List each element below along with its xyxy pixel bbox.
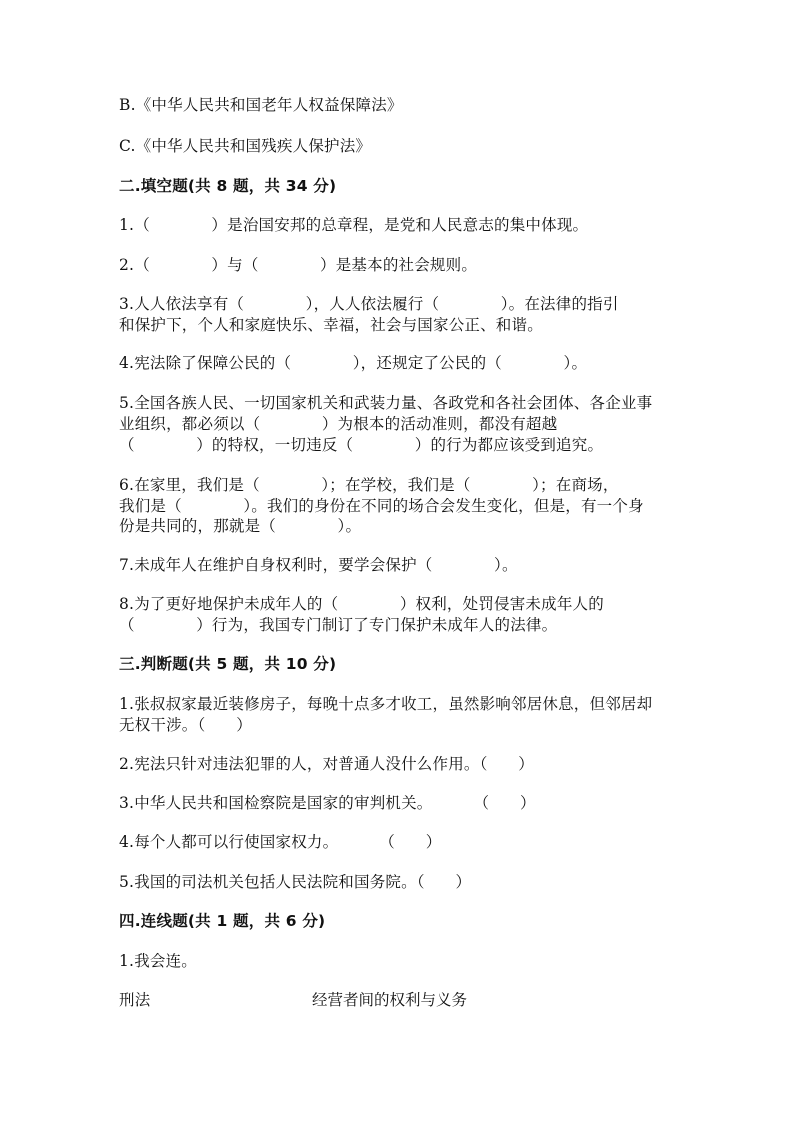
option-b: B.《中华人民共和国老年人权益保障法》 (119, 96, 403, 114)
fill-question-5-line-2: 业组织，都必须以（ ）为根本的活动准则，都没有超越 (119, 415, 558, 433)
section-heading-matching: 四.连线题(共 1 题，共 6 分) (119, 912, 326, 930)
judge-question-2: 2.宪法只针对违法犯罪的人，对普通人没什么作用。（ ） (119, 755, 535, 773)
fill-question-4: 4.宪法除了保障公民的（ ），还规定了公民的（ ）。 (119, 354, 588, 372)
fill-question-7: 7.未成年人在维护自身权利时，要学会保护（ ）。 (119, 556, 518, 574)
fill-question-6-line-1: 6.在家里，我们是（ ）；在学校，我们是（ ）；在商场， (119, 476, 619, 494)
judge-question-3: 3.中华人民共和国检察院是国家的审判机关。 （ ） (119, 794, 536, 812)
fill-question-3-line-1: 3.人人依法享有（ ），人人依法履行（ ）。在法律的指引 (119, 295, 619, 313)
fill-question-6-line-2: 我们是（ ）。我们的身份在不同的场合会发生变化，但是，有一个身 (119, 497, 644, 515)
matching-right-item: 经营者间的权利与义务 (312, 991, 468, 1009)
judge-question-5: 5.我国的司法机关包括人民法院和国务院。（ ） (119, 873, 472, 891)
option-c: C.《中华人民共和国残疾人保护法》 (119, 137, 372, 155)
fill-question-6-line-3: 份是共同的，那就是（ ）。 (119, 517, 362, 535)
matching-left-item: 刑法 (119, 991, 151, 1009)
fill-question-1: 1.（ ）是治国安邦的总章程，是党和人民意志的集中体现。 (119, 216, 589, 234)
section-heading-fill-blank: 二.填空题(共 8 题，共 34 分) (119, 177, 337, 195)
fill-question-8-line-1: 8.为了更好地保护未成年人的（ ）权利，处罚侵害未成年人的 (119, 595, 604, 613)
fill-question-2: 2.（ ）与（ ）是基本的社会规则。 (119, 256, 478, 274)
judge-question-1-line-1: 1.张叔叔家最近装修房子，每晚十点多才收工，虽然影响邻居休息，但邻居却 (119, 695, 653, 713)
judge-question-4: 4.每个人都可以行使国家权力。 （ ） (119, 833, 442, 851)
fill-question-5-line-3: （ ）的特权，一切违反（ ）的行为都应该受到追究。 (119, 436, 604, 454)
judge-question-1-line-2: 无权干涉。（ ） (119, 716, 252, 734)
fill-question-8-line-2: （ ）行为，我国专门制订了专门保护未成年人的法律。 (119, 616, 558, 634)
fill-question-3-line-2: 和保护下，个人和家庭快乐、幸福，社会与国家公正、和谐。 (119, 316, 543, 334)
fill-question-5-line-1: 5.全国各族人民、一切国家机关和武装力量、各政党和各社会团体、各企业事 (119, 394, 653, 412)
section-heading-judgement: 三.判断题(共 5 题，共 10 分) (119, 655, 337, 673)
matching-question-1: 1.我会连。 (119, 952, 197, 970)
